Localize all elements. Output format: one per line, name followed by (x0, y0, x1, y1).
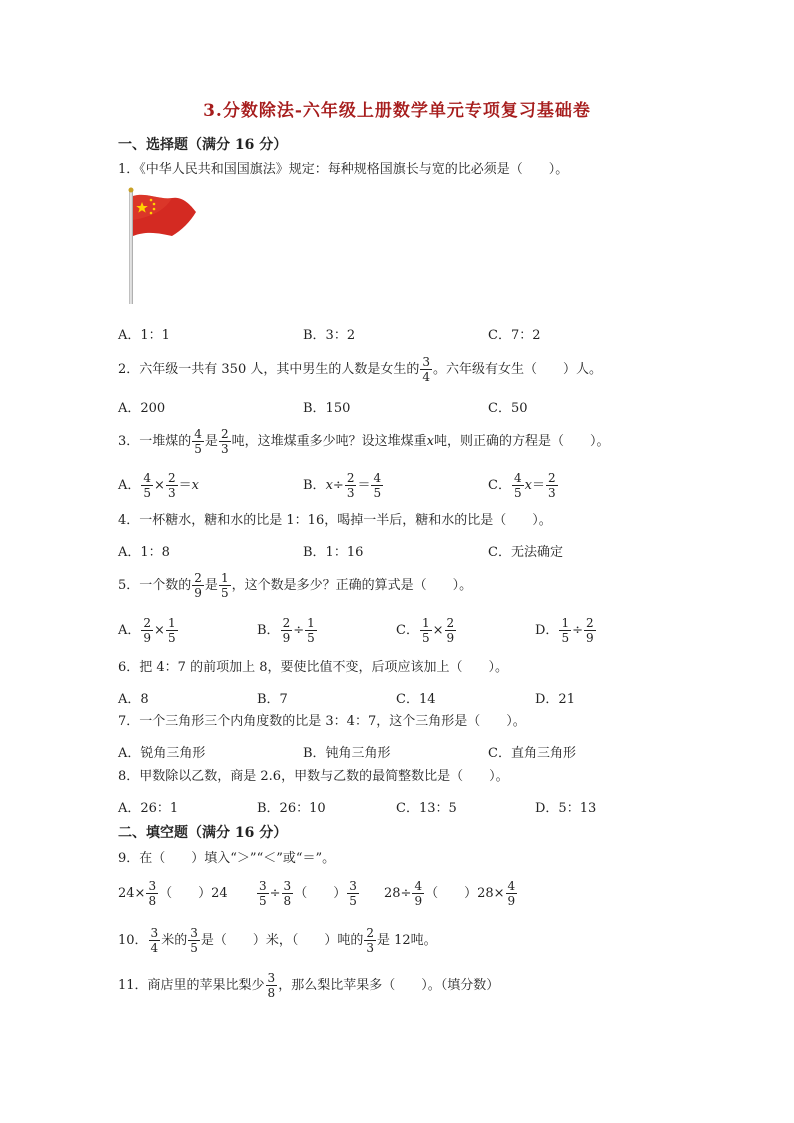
question-3: 3．一堆煤的 $\frac{4}{5}$ 是 $\frac{2}{3}$ 吨，这堆煤重多少吨？设这堆煤重x吨，则正确的方程是（ ）。 (118, 427, 610, 456)
question-6: 6．把 4：7 的前项加上 8，要使比值不变，后项应该加上（ ）。 (118, 660, 508, 675)
q5-option-b[interactable]: B． $\frac{2}{9}$ ÷ $\frac{1}{5}$ (257, 616, 315, 645)
q3-option-b[interactable]: B．x÷ $\frac{2}{3}$ ＝ $\frac{4}{5}$ (303, 471, 382, 500)
q2-option-b[interactable]: B．150 (303, 401, 351, 416)
q5-option-a[interactable]: A． $\frac{2}{9}$ × $\frac{1}{5}$ (118, 616, 176, 645)
question-11: 11．商店里的苹果比梨少 $\frac{3}{8}$ ，那么梨比苹果多（ ）。（填分数） (118, 971, 500, 1000)
q5-option-d[interactable]: D． $\frac{1}{5}$ ÷ $\frac{2}{9}$ (535, 616, 594, 645)
q7-option-c[interactable]: C．直角三角形 (488, 746, 576, 761)
fraction-2-3: $\frac{2}{3}$ (220, 427, 229, 456)
fraction-3-4: $\frac{3}{4}$ (422, 355, 430, 384)
question-7: 7．一个三角形三个内角度数的比是 3：4：7，这个三角形是（ ）。 (118, 714, 526, 729)
q2-option-a[interactable]: A．200 (118, 401, 166, 416)
q6-option-b[interactable]: B．7 (257, 692, 288, 707)
q8-option-d[interactable]: D．5：13 (535, 801, 597, 816)
q4-option-b[interactable]: B．1：16 (303, 545, 364, 560)
question-1: 1．《中华人民共和国国旗法》规定：每种规格国旗长与宽的比必须是（ ）。 (118, 162, 569, 177)
fraction-1-5: $\frac{1}{5}$ (220, 571, 229, 600)
question-4: 4．一杯糖水，糖和水的比是 1：16，喝掉一半后，糖和水的比是（ ）。 (118, 513, 552, 528)
q6-option-d[interactable]: D．21 (535, 692, 575, 707)
q2-text-post: 。六年级有女生（ ）人。 (433, 362, 603, 377)
fraction-2-9: $\frac{2}{9}$ (194, 571, 202, 600)
page-title: 3.分数除法-六年级上册数学单元专项复习基础卷 (203, 101, 591, 121)
flag-image (126, 186, 198, 306)
q6-option-a[interactable]: A．8 (118, 692, 149, 707)
q4-option-a[interactable]: A．1：8 (118, 545, 170, 560)
q7-option-b[interactable]: B．钝角三角形 (303, 746, 391, 761)
question-9: 9．在（ ）填入“＞”“＜”或“＝”。 (118, 851, 336, 866)
fraction-4-5: $\frac{4}{5}$ (194, 427, 202, 456)
question-5: 5．一个数的 $\frac{2}{9}$ 是 $\frac{1}{5}$ ，这个数是多少？正确的算式是（ ）。 (118, 571, 473, 600)
q9-item-1: 24× $\frac{3}{8}$ （ ）24 (118, 879, 228, 908)
section-choice-heading: 一、选择题（满分 16 分） (118, 137, 288, 153)
q1-option-a[interactable]: A．1：1 (118, 328, 170, 343)
q5-option-c[interactable]: C． $\frac{1}{5}$ × $\frac{2}{9}$ (396, 616, 455, 645)
q6-option-c[interactable]: C．14 (396, 692, 436, 707)
q1-option-c[interactable]: C．7：2 (488, 328, 541, 343)
q3-option-c[interactable]: C． $\frac{4}{5}$ x＝ $\frac{2}{3}$ (488, 471, 556, 500)
q2-text-pre: 2．六年级一共有 350 人，其中男生的人数是女生的 (118, 362, 420, 377)
q1-option-b[interactable]: B．3：2 (303, 328, 356, 343)
question-2 (118, 356, 602, 383)
q7-option-a[interactable]: A．锐角三角形 (118, 746, 206, 761)
q9-item-3: 28÷ $\frac{4}{9}$ （ ）28× $\frac{4}{9}$ (384, 879, 516, 908)
q8-option-a[interactable]: A．26：1 (118, 801, 179, 816)
q8-option-b[interactable]: B．26：10 (257, 801, 326, 816)
q2-option-c[interactable]: C．50 (488, 401, 528, 416)
q3-option-a[interactable]: A． $\frac{4}{5}$ × $\frac{2}{3}$ ＝x (118, 471, 199, 500)
question-8: 8．甲数除以乙数，商是 2.6，甲数与乙数的最简整数比是（ ）。 (118, 769, 509, 784)
q4-option-c[interactable]: C．无法确定 (488, 545, 563, 560)
section-fill-heading: 二、填空题（满分 16 分） (118, 825, 288, 841)
q9-item-2: $\frac{3}{5}$ ÷ $\frac{3}{8}$ （ ） $\frac{3}{5}$ (259, 879, 357, 908)
question-10: 10． $\frac{3}{4}$ 米的 $\frac{3}{5}$ 是（ ）米，（ ）吨的 $\frac{2}{3}$ 是 12吨。 (118, 926, 437, 955)
q8-option-c[interactable]: C．13：5 (396, 801, 457, 816)
